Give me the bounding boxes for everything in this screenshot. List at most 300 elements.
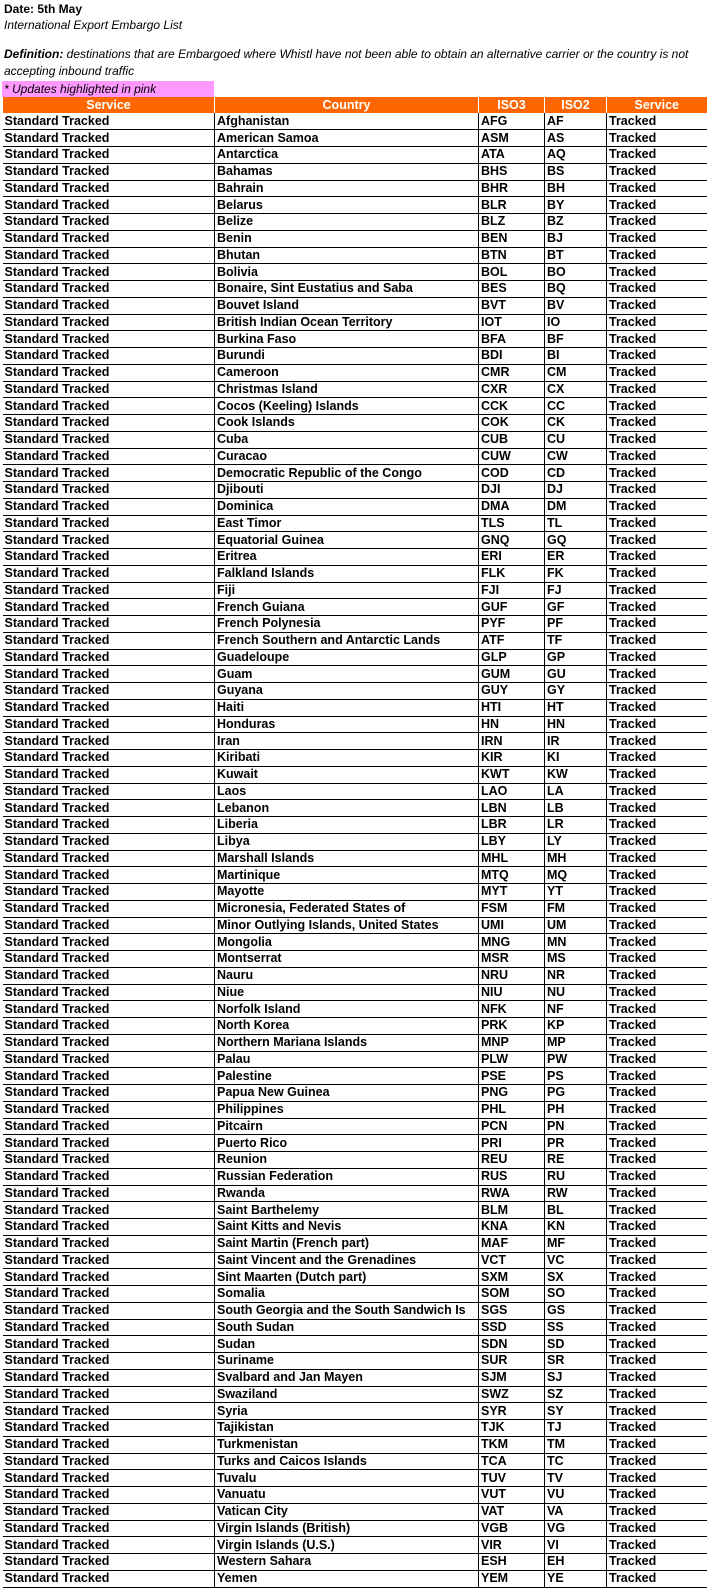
iso3-cell: MSR bbox=[479, 951, 545, 968]
country-cell: Christmas Island bbox=[215, 381, 479, 398]
iso2-cell: BI bbox=[545, 348, 607, 365]
service-cell: Standard Tracked bbox=[3, 1319, 215, 1336]
country-cell: Fiji bbox=[215, 582, 479, 599]
service-cell: Standard Tracked bbox=[3, 1152, 215, 1169]
service-cell: Standard Tracked bbox=[3, 934, 215, 951]
country-cell: Yemen bbox=[215, 1570, 479, 1587]
service-type-cell: Tracked bbox=[607, 699, 707, 716]
iso3-cell: TCA bbox=[479, 1453, 545, 1470]
iso2-cell: KN bbox=[545, 1219, 607, 1236]
iso3-cell: ESH bbox=[479, 1554, 545, 1571]
service-cell: Standard Tracked bbox=[3, 314, 215, 331]
column-header-service-type: Service bbox=[607, 97, 707, 113]
table-row bbox=[3, 314, 707, 331]
iso2-cell: BS bbox=[545, 163, 607, 180]
service-cell: Standard Tracked bbox=[3, 683, 215, 700]
service-cell: Standard Tracked bbox=[3, 247, 215, 264]
service-type-cell: Tracked bbox=[607, 1436, 707, 1453]
country-cell: Turks and Caicos Islands bbox=[215, 1453, 479, 1470]
service-type-cell: Tracked bbox=[607, 900, 707, 917]
service-cell: Standard Tracked bbox=[3, 817, 215, 834]
iso3-cell: LAO bbox=[479, 783, 545, 800]
service-cell: Standard Tracked bbox=[3, 532, 215, 549]
country-cell: Kuwait bbox=[215, 766, 479, 783]
table-row bbox=[3, 214, 707, 231]
iso2-cell: PW bbox=[545, 1051, 607, 1068]
country-cell: Vanuatu bbox=[215, 1487, 479, 1504]
service-cell: Standard Tracked bbox=[3, 364, 215, 381]
iso2-cell: PG bbox=[545, 1085, 607, 1102]
table-row bbox=[3, 1068, 707, 1085]
embargo-table bbox=[2, 97, 707, 1588]
definition-body: destinations that are Embargoed where Whistl have not been able to obtain an alternative carrier or the country is not accepting inbound traffic bbox=[4, 47, 689, 78]
country-cell: Cook Islands bbox=[215, 415, 479, 432]
country-cell: Virgin Islands (British) bbox=[215, 1520, 479, 1537]
service-cell: Standard Tracked bbox=[3, 1436, 215, 1453]
iso3-cell: REU bbox=[479, 1152, 545, 1169]
iso2-cell: CK bbox=[545, 415, 607, 432]
iso2-cell: MN bbox=[545, 934, 607, 951]
country-cell: Martinique bbox=[215, 867, 479, 884]
country-cell: Sint Maarten (Dutch part) bbox=[215, 1269, 479, 1286]
table-row bbox=[3, 197, 707, 214]
table-row bbox=[3, 348, 707, 365]
country-cell: Northern Mariana Islands bbox=[215, 1034, 479, 1051]
country-cell: Honduras bbox=[215, 716, 479, 733]
date-heading: Date: 5th May bbox=[4, 2, 83, 16]
iso2-cell: SS bbox=[545, 1319, 607, 1336]
service-type-cell: Tracked bbox=[607, 1001, 707, 1018]
service-type-cell: Tracked bbox=[607, 1554, 707, 1571]
service-type-cell: Tracked bbox=[607, 565, 707, 582]
service-cell: Standard Tracked bbox=[3, 1302, 215, 1319]
service-cell: Standard Tracked bbox=[3, 565, 215, 582]
service-type-cell: Tracked bbox=[607, 783, 707, 800]
table-row bbox=[3, 1436, 707, 1453]
table-row bbox=[3, 850, 707, 867]
service-type-cell: Tracked bbox=[607, 1269, 707, 1286]
country-cell: Laos bbox=[215, 783, 479, 800]
iso3-cell: MYT bbox=[479, 884, 545, 901]
service-cell: Standard Tracked bbox=[3, 448, 215, 465]
iso3-cell: VCT bbox=[479, 1252, 545, 1269]
country-cell: American Samoa bbox=[215, 130, 479, 147]
service-cell: Standard Tracked bbox=[3, 632, 215, 649]
table-row bbox=[3, 532, 707, 549]
service-type-cell: Tracked bbox=[607, 683, 707, 700]
table-row bbox=[3, 1051, 707, 1068]
table-row bbox=[3, 364, 707, 381]
service-cell: Standard Tracked bbox=[3, 549, 215, 566]
service-cell: Standard Tracked bbox=[3, 884, 215, 901]
iso3-cell: SSD bbox=[479, 1319, 545, 1336]
iso2-cell: CX bbox=[545, 381, 607, 398]
country-cell: Rwanda bbox=[215, 1185, 479, 1202]
service-cell: Standard Tracked bbox=[3, 1520, 215, 1537]
iso3-cell: GNQ bbox=[479, 532, 545, 549]
definition-label: Definition: bbox=[4, 47, 64, 61]
iso2-cell: GS bbox=[545, 1302, 607, 1319]
table-row bbox=[3, 1001, 707, 1018]
service-cell: Standard Tracked bbox=[3, 1168, 215, 1185]
service-cell: Standard Tracked bbox=[3, 716, 215, 733]
table-row bbox=[3, 1101, 707, 1118]
service-cell: Standard Tracked bbox=[3, 900, 215, 917]
service-cell: Standard Tracked bbox=[3, 515, 215, 532]
iso2-cell: VU bbox=[545, 1487, 607, 1504]
country-cell: Guadeloupe bbox=[215, 649, 479, 666]
service-type-cell: Tracked bbox=[607, 666, 707, 683]
service-cell: Standard Tracked bbox=[3, 1487, 215, 1504]
iso2-cell: TC bbox=[545, 1453, 607, 1470]
iso2-cell: YT bbox=[545, 884, 607, 901]
service-type-cell: Tracked bbox=[607, 867, 707, 884]
iso3-cell: SDN bbox=[479, 1336, 545, 1353]
iso3-cell: MHL bbox=[479, 850, 545, 867]
service-cell: Standard Tracked bbox=[3, 951, 215, 968]
table-row bbox=[3, 515, 707, 532]
service-cell: Standard Tracked bbox=[3, 130, 215, 147]
service-type-cell: Tracked bbox=[607, 147, 707, 164]
country-cell: Bouvet Island bbox=[215, 297, 479, 314]
service-cell: Standard Tracked bbox=[3, 833, 215, 850]
iso2-cell: SO bbox=[545, 1286, 607, 1303]
iso2-cell: NU bbox=[545, 984, 607, 1001]
service-cell: Standard Tracked bbox=[3, 465, 215, 482]
country-cell: Niue bbox=[215, 984, 479, 1001]
country-cell: Libya bbox=[215, 833, 479, 850]
table-row bbox=[3, 180, 707, 197]
country-cell: Belarus bbox=[215, 197, 479, 214]
country-cell: Puerto Rico bbox=[215, 1135, 479, 1152]
table-row bbox=[3, 247, 707, 264]
service-type-cell: Tracked bbox=[607, 733, 707, 750]
country-cell: Burundi bbox=[215, 348, 479, 365]
service-cell: Standard Tracked bbox=[3, 649, 215, 666]
service-type-cell: Tracked bbox=[607, 984, 707, 1001]
service-type-cell: Tracked bbox=[607, 1520, 707, 1537]
iso3-cell: COD bbox=[479, 465, 545, 482]
iso3-cell: BVT bbox=[479, 297, 545, 314]
iso3-cell: CMR bbox=[479, 364, 545, 381]
service-cell: Standard Tracked bbox=[3, 1470, 215, 1487]
service-cell: Standard Tracked bbox=[3, 180, 215, 197]
iso3-cell: FLK bbox=[479, 565, 545, 582]
iso3-cell: BLM bbox=[479, 1202, 545, 1219]
iso2-cell: GY bbox=[545, 683, 607, 700]
service-type-cell: Tracked bbox=[607, 431, 707, 448]
service-cell: Standard Tracked bbox=[3, 917, 215, 934]
service-cell: Standard Tracked bbox=[3, 1068, 215, 1085]
iso2-cell: MP bbox=[545, 1034, 607, 1051]
country-cell: Belize bbox=[215, 214, 479, 231]
iso3-cell: KNA bbox=[479, 1219, 545, 1236]
service-type-cell: Tracked bbox=[607, 1570, 707, 1587]
service-cell: Standard Tracked bbox=[3, 1235, 215, 1252]
iso3-cell: LBR bbox=[479, 817, 545, 834]
iso2-cell: SD bbox=[545, 1336, 607, 1353]
country-cell: Norfolk Island bbox=[215, 1001, 479, 1018]
country-cell: Haiti bbox=[215, 699, 479, 716]
iso3-cell: SXM bbox=[479, 1269, 545, 1286]
service-type-cell: Tracked bbox=[607, 1487, 707, 1504]
iso3-cell: COK bbox=[479, 415, 545, 432]
iso2-cell: PH bbox=[545, 1101, 607, 1118]
service-type-cell: Tracked bbox=[607, 281, 707, 298]
iso3-cell: CCK bbox=[479, 398, 545, 415]
iso2-cell: SX bbox=[545, 1269, 607, 1286]
table-row bbox=[3, 130, 707, 147]
service-type-cell: Tracked bbox=[607, 415, 707, 432]
table-row bbox=[3, 1503, 707, 1520]
iso2-cell: SJ bbox=[545, 1369, 607, 1386]
service-cell: Standard Tracked bbox=[3, 666, 215, 683]
country-cell: Saint Vincent and the Grenadines bbox=[215, 1252, 479, 1269]
country-cell: Burkina Faso bbox=[215, 331, 479, 348]
service-type-cell: Tracked bbox=[607, 331, 707, 348]
service-cell: Standard Tracked bbox=[3, 1353, 215, 1370]
table-row bbox=[3, 750, 707, 767]
iso2-cell: FK bbox=[545, 565, 607, 582]
service-type-cell: Tracked bbox=[607, 297, 707, 314]
service-type-cell: Tracked bbox=[607, 1336, 707, 1353]
service-cell: Standard Tracked bbox=[3, 1001, 215, 1018]
iso3-cell: BES bbox=[479, 281, 545, 298]
service-cell: Standard Tracked bbox=[3, 297, 215, 314]
service-cell: Standard Tracked bbox=[3, 1570, 215, 1587]
service-cell: Standard Tracked bbox=[3, 348, 215, 365]
service-type-cell: Tracked bbox=[607, 230, 707, 247]
iso2-cell: TF bbox=[545, 632, 607, 649]
service-type-cell: Tracked bbox=[607, 364, 707, 381]
document-subtitle: International Export Embargo List bbox=[4, 18, 183, 32]
iso3-cell: ATF bbox=[479, 632, 545, 649]
iso3-cell: BHS bbox=[479, 163, 545, 180]
iso3-cell: ATA bbox=[479, 147, 545, 164]
service-cell: Standard Tracked bbox=[3, 616, 215, 633]
iso2-cell: BF bbox=[545, 331, 607, 348]
country-cell: Equatorial Guinea bbox=[215, 532, 479, 549]
table-row bbox=[3, 666, 707, 683]
iso3-cell: HTI bbox=[479, 699, 545, 716]
country-cell: Cameroon bbox=[215, 364, 479, 381]
iso3-cell: MNG bbox=[479, 934, 545, 951]
iso3-cell: TJK bbox=[479, 1420, 545, 1437]
country-cell: Liberia bbox=[215, 817, 479, 834]
iso2-cell: DJ bbox=[545, 482, 607, 499]
iso2-cell: VI bbox=[545, 1537, 607, 1554]
table-row bbox=[3, 1570, 707, 1587]
iso3-cell: BLR bbox=[479, 197, 545, 214]
service-cell: Standard Tracked bbox=[3, 750, 215, 767]
service-cell: Standard Tracked bbox=[3, 800, 215, 817]
iso2-cell: YE bbox=[545, 1570, 607, 1587]
service-type-cell: Tracked bbox=[607, 247, 707, 264]
iso2-cell: BQ bbox=[545, 281, 607, 298]
iso3-cell: BLZ bbox=[479, 214, 545, 231]
iso3-cell: CUW bbox=[479, 448, 545, 465]
service-type-cell: Tracked bbox=[607, 1319, 707, 1336]
iso2-cell: TV bbox=[545, 1470, 607, 1487]
country-cell: Tajikistan bbox=[215, 1420, 479, 1437]
service-cell: Standard Tracked bbox=[3, 599, 215, 616]
iso2-cell: MF bbox=[545, 1235, 607, 1252]
service-type-cell: Tracked bbox=[607, 582, 707, 599]
table-row bbox=[3, 1286, 707, 1303]
service-type-cell: Tracked bbox=[607, 951, 707, 968]
iso2-cell: BY bbox=[545, 197, 607, 214]
service-cell: Standard Tracked bbox=[3, 984, 215, 1001]
iso2-cell: GF bbox=[545, 599, 607, 616]
iso3-cell: VIR bbox=[479, 1537, 545, 1554]
service-cell: Standard Tracked bbox=[3, 415, 215, 432]
iso2-cell: IO bbox=[545, 314, 607, 331]
table-row bbox=[3, 833, 707, 850]
service-type-cell: Tracked bbox=[607, 1118, 707, 1135]
country-cell: Kiribati bbox=[215, 750, 479, 767]
iso3-cell: PLW bbox=[479, 1051, 545, 1068]
service-cell: Standard Tracked bbox=[3, 783, 215, 800]
table-header-row bbox=[3, 97, 707, 113]
service-cell: Standard Tracked bbox=[3, 264, 215, 281]
service-cell: Standard Tracked bbox=[3, 381, 215, 398]
country-cell: Saint Barthelemy bbox=[215, 1202, 479, 1219]
service-type-cell: Tracked bbox=[607, 264, 707, 281]
iso3-cell: SWZ bbox=[479, 1386, 545, 1403]
country-cell: British Indian Ocean Territory bbox=[215, 314, 479, 331]
table-row bbox=[3, 1202, 707, 1219]
iso2-cell: RE bbox=[545, 1152, 607, 1169]
country-cell: South Sudan bbox=[215, 1319, 479, 1336]
country-cell: Iran bbox=[215, 733, 479, 750]
service-type-cell: Tracked bbox=[607, 532, 707, 549]
table-row bbox=[3, 1018, 707, 1035]
iso3-cell: RWA bbox=[479, 1185, 545, 1202]
service-type-cell: Tracked bbox=[607, 817, 707, 834]
country-cell: Saint Martin (French part) bbox=[215, 1235, 479, 1252]
column-header-country: Country bbox=[215, 97, 479, 113]
service-cell: Standard Tracked bbox=[3, 1537, 215, 1554]
country-cell: Cocos (Keeling) Islands bbox=[215, 398, 479, 415]
country-cell: Vatican City bbox=[215, 1503, 479, 1520]
service-type-cell: Tracked bbox=[607, 1235, 707, 1252]
country-cell: Bonaire, Sint Eustatius and Saba bbox=[215, 281, 479, 298]
table-row bbox=[3, 967, 707, 984]
table-row bbox=[3, 1302, 707, 1319]
iso2-cell: VA bbox=[545, 1503, 607, 1520]
country-cell: Lebanon bbox=[215, 800, 479, 817]
iso3-cell: FSM bbox=[479, 900, 545, 917]
iso3-cell: SOM bbox=[479, 1286, 545, 1303]
service-type-cell: Tracked bbox=[607, 498, 707, 515]
service-type-cell: Tracked bbox=[607, 884, 707, 901]
service-type-cell: Tracked bbox=[607, 1353, 707, 1370]
table-row bbox=[3, 1420, 707, 1437]
table-row bbox=[3, 1168, 707, 1185]
table-row bbox=[3, 867, 707, 884]
table-row bbox=[3, 431, 707, 448]
table-row bbox=[3, 498, 707, 515]
country-cell: Somalia bbox=[215, 1286, 479, 1303]
table-row bbox=[3, 415, 707, 432]
iso2-cell: GU bbox=[545, 666, 607, 683]
service-cell: Standard Tracked bbox=[3, 1286, 215, 1303]
iso3-cell: IRN bbox=[479, 733, 545, 750]
table-row bbox=[3, 1219, 707, 1236]
iso2-cell: SR bbox=[545, 1353, 607, 1370]
country-cell: Bahamas bbox=[215, 163, 479, 180]
iso2-cell: LB bbox=[545, 800, 607, 817]
service-type-cell: Tracked bbox=[607, 1537, 707, 1554]
iso3-cell: ERI bbox=[479, 549, 545, 566]
table-row bbox=[3, 800, 707, 817]
table-row bbox=[3, 951, 707, 968]
iso3-cell: ASM bbox=[479, 130, 545, 147]
country-cell: Suriname bbox=[215, 1353, 479, 1370]
country-cell: Mongolia bbox=[215, 934, 479, 951]
service-type-cell: Tracked bbox=[607, 1202, 707, 1219]
iso3-cell: VGB bbox=[479, 1520, 545, 1537]
service-cell: Standard Tracked bbox=[3, 163, 215, 180]
table-row bbox=[3, 147, 707, 164]
iso3-cell: IOT bbox=[479, 314, 545, 331]
service-type-cell: Tracked bbox=[607, 599, 707, 616]
table-row bbox=[3, 1386, 707, 1403]
iso2-cell: CM bbox=[545, 364, 607, 381]
iso3-cell: PYF bbox=[479, 616, 545, 633]
country-cell: Virgin Islands (U.S.) bbox=[215, 1537, 479, 1554]
service-cell: Standard Tracked bbox=[3, 1252, 215, 1269]
country-cell: Benin bbox=[215, 230, 479, 247]
iso3-cell: NIU bbox=[479, 984, 545, 1001]
iso3-cell: GUF bbox=[479, 599, 545, 616]
table-row bbox=[3, 984, 707, 1001]
service-type-cell: Tracked bbox=[607, 1403, 707, 1420]
iso3-cell: UMI bbox=[479, 917, 545, 934]
service-cell: Standard Tracked bbox=[3, 1420, 215, 1437]
table-row bbox=[3, 297, 707, 314]
service-type-cell: Tracked bbox=[607, 632, 707, 649]
service-type-cell: Tracked bbox=[607, 1503, 707, 1520]
service-cell: Standard Tracked bbox=[3, 699, 215, 716]
iso2-cell: BT bbox=[545, 247, 607, 264]
iso3-cell: HN bbox=[479, 716, 545, 733]
iso3-cell: BHR bbox=[479, 180, 545, 197]
table-row bbox=[3, 1085, 707, 1102]
iso3-cell: GUM bbox=[479, 666, 545, 683]
iso3-cell: BEN bbox=[479, 230, 545, 247]
iso2-cell: NR bbox=[545, 967, 607, 984]
table-row bbox=[3, 1369, 707, 1386]
country-cell: Syria bbox=[215, 1403, 479, 1420]
table-row bbox=[3, 1319, 707, 1336]
country-cell: Nauru bbox=[215, 967, 479, 984]
service-cell: Standard Tracked bbox=[3, 1034, 215, 1051]
country-cell: Falkland Islands bbox=[215, 565, 479, 582]
service-type-cell: Tracked bbox=[607, 381, 707, 398]
country-cell: Tuvalu bbox=[215, 1470, 479, 1487]
service-cell: Standard Tracked bbox=[3, 230, 215, 247]
iso2-cell: DM bbox=[545, 498, 607, 515]
service-cell: Standard Tracked bbox=[3, 147, 215, 164]
iso3-cell: YEM bbox=[479, 1570, 545, 1587]
iso3-cell: SYR bbox=[479, 1403, 545, 1420]
service-cell: Standard Tracked bbox=[3, 1269, 215, 1286]
iso3-cell: PSE bbox=[479, 1068, 545, 1085]
iso2-cell: BL bbox=[545, 1202, 607, 1219]
table-row bbox=[3, 465, 707, 482]
service-type-cell: Tracked bbox=[607, 1252, 707, 1269]
